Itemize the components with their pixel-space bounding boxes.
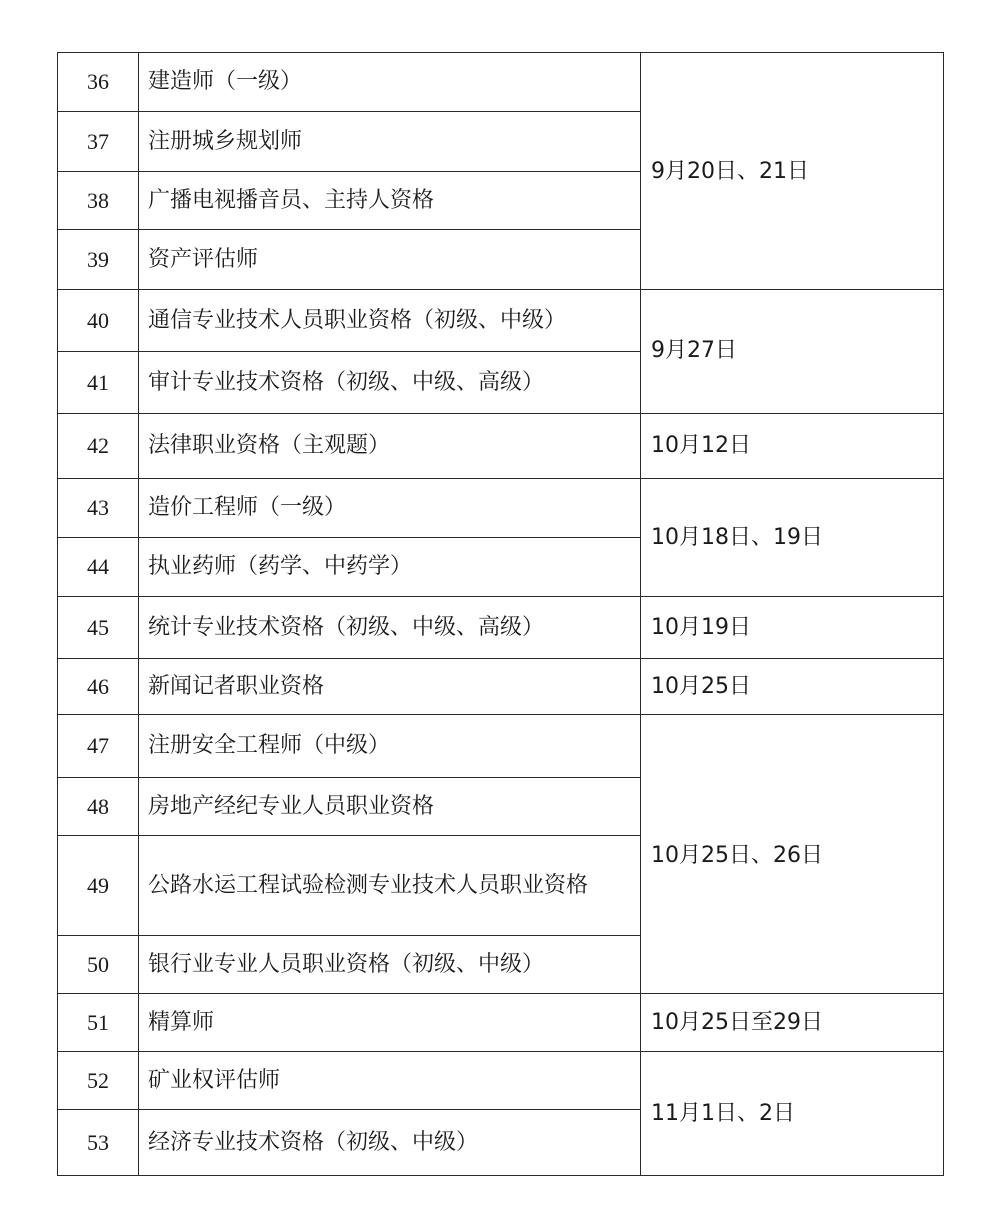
exam-name: 注册安全工程师（中级）	[139, 715, 641, 778]
exam-name: 精算师	[139, 994, 641, 1052]
exam-name: 资产评估师	[139, 230, 641, 290]
exam-date: 10月25日	[641, 659, 944, 715]
table-row	[58, 414, 944, 479]
row-number: 44	[58, 538, 139, 597]
exam-name: 统计专业技术资格（初级、中级、高级）	[139, 597, 641, 659]
row-number: 40	[58, 290, 139, 352]
row-number: 47	[58, 715, 139, 778]
row-number: 52	[58, 1052, 139, 1110]
exam-name: 造价工程师（一级）	[139, 479, 641, 538]
exam-date: 10月19日	[641, 597, 944, 659]
table-row	[58, 1052, 944, 1110]
exam-name: 新闻记者职业资格	[139, 659, 641, 715]
exam-name: 注册城乡规划师	[139, 112, 641, 172]
row-number: 46	[58, 659, 139, 715]
row-number: 38	[58, 172, 139, 230]
exam-date: 10月12日	[641, 414, 944, 479]
row-number: 37	[58, 112, 139, 172]
exam-date: 10月25日、26日	[641, 715, 944, 994]
table-row	[58, 290, 944, 352]
exam-name: 公路水运工程试验检测专业技术人员职业资格	[139, 836, 641, 936]
exam-name: 经济专业技术资格（初级、中级）	[139, 1110, 641, 1176]
row-number: 39	[58, 230, 139, 290]
row-number: 50	[58, 936, 139, 994]
table-row	[58, 659, 944, 715]
exam-name: 法律职业资格（主观题）	[139, 414, 641, 479]
exam-date: 9月27日	[641, 290, 944, 414]
exam-name: 矿业权评估师	[139, 1052, 641, 1110]
row-number: 49	[58, 836, 139, 936]
exam-name: 执业药师（药学、中药学）	[139, 538, 641, 597]
row-number: 48	[58, 778, 139, 836]
exam-schedule-table	[57, 52, 944, 1176]
exam-date: 9月20日、21日	[641, 53, 944, 290]
row-number: 41	[58, 352, 139, 414]
exam-date: 10月25日至29日	[641, 994, 944, 1052]
exam-name: 银行业专业人员职业资格（初级、中级）	[139, 936, 641, 994]
row-number: 43	[58, 479, 139, 538]
table-row	[58, 715, 944, 778]
exam-name: 广播电视播音员、主持人资格	[139, 172, 641, 230]
row-number: 51	[58, 994, 139, 1052]
table-row	[58, 994, 944, 1052]
table-row	[58, 53, 944, 112]
exam-date: 10月18日、19日	[641, 479, 944, 597]
row-number: 45	[58, 597, 139, 659]
exam-name: 房地产经纪专业人员职业资格	[139, 778, 641, 836]
row-number: 36	[58, 53, 139, 112]
row-number: 53	[58, 1110, 139, 1176]
exam-name: 审计专业技术资格（初级、中级、高级）	[139, 352, 641, 414]
exam-date: 11月1日、2日	[641, 1052, 944, 1176]
row-number: 42	[58, 414, 139, 479]
table-row	[58, 479, 944, 538]
table-row	[58, 597, 944, 659]
exam-name: 建造师（一级）	[139, 53, 641, 112]
exam-name: 通信专业技术人员职业资格（初级、中级）	[139, 290, 641, 352]
